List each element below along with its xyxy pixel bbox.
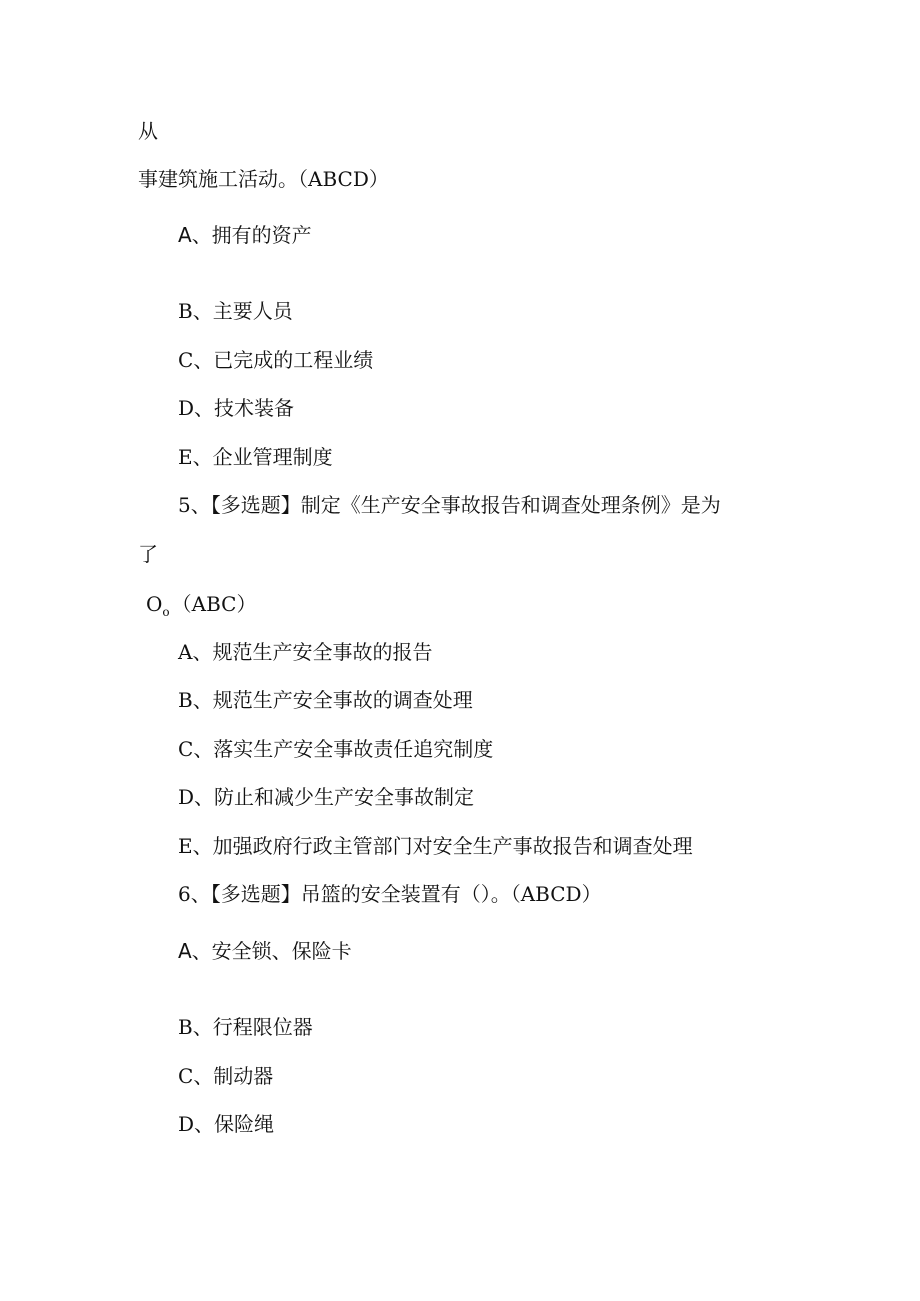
q6-stem-line-1: 6、【多选题】吊篮的安全装置有（）。（ABCD） — [178, 882, 602, 906]
option-letter: A — [178, 223, 192, 247]
option-text: 、安全锁、保险卡 — [191, 939, 352, 963]
option-text: 、规范生产安全事故的报告 — [192, 640, 433, 664]
option-letter: B — [178, 1015, 193, 1039]
option-letter: B — [178, 299, 193, 323]
stem-blank-subscript: o — [162, 605, 170, 619]
option-text: 、技术装备 — [194, 396, 295, 420]
q6-option-b — [178, 1017, 313, 1037]
q5-option-a — [178, 642, 432, 662]
option-text: 、企业管理制度 — [192, 445, 333, 469]
option-text: 、制动器 — [193, 1064, 274, 1088]
q4-option-d — [178, 398, 294, 418]
option-letter: C — [178, 348, 194, 372]
q4-option-c — [178, 350, 373, 370]
q4-option-e — [178, 447, 333, 467]
option-text: 、防止和减少生产安全事故制定 — [194, 785, 475, 809]
q5-stem-line-1: 5、【多选题】制定《生产安全事故报告和调查处理条例》是为 — [178, 493, 721, 517]
option-letter: D — [178, 1112, 195, 1136]
option-letter: D — [178, 785, 195, 809]
option-text: 、规范生产安全事故的调查处理 — [192, 688, 473, 712]
option-letter: C — [178, 737, 194, 761]
stem-blank-mark: O — [146, 592, 163, 616]
option-text: 、落实生产安全事故责任追究制度 — [193, 737, 494, 761]
option-text: 、主要人员 — [192, 299, 293, 323]
option-text: 、已完成的工程业绩 — [193, 348, 374, 372]
q4-option-b — [178, 301, 293, 321]
option-text: 、拥有的资产 — [191, 223, 312, 247]
q4-stem-line-2: 事建筑施工活动。（ABCD） — [138, 167, 389, 191]
q5-option-d — [178, 787, 474, 807]
option-letter: E — [178, 445, 193, 469]
option-letter: A — [178, 939, 192, 963]
option-text: 、行程限位器 — [192, 1015, 313, 1039]
option-letter: B — [178, 688, 193, 712]
q6-option-d — [178, 1114, 274, 1134]
option-text: 、加强政府行政主管部门对安全生产事故报告和调查处理 — [192, 834, 693, 858]
q4-stem-line-1: 从 — [138, 119, 158, 143]
option-letter: E — [178, 834, 193, 858]
q6-option-a — [178, 941, 352, 961]
option-letter: C — [178, 1064, 194, 1088]
q5-stem-line-2: 了 — [138, 542, 158, 566]
q6-option-c — [178, 1066, 273, 1086]
q5-option-e — [178, 836, 693, 856]
answer-key: （ABC） — [171, 592, 257, 616]
option-letter: A — [178, 640, 193, 664]
q5-option-b — [178, 690, 473, 710]
option-letter: D — [178, 396, 195, 420]
q5-option-c — [178, 739, 493, 759]
option-text: 、保险绳 — [194, 1112, 275, 1136]
q4-option-a — [178, 225, 312, 245]
q5-stem-line-3 — [146, 592, 257, 619]
